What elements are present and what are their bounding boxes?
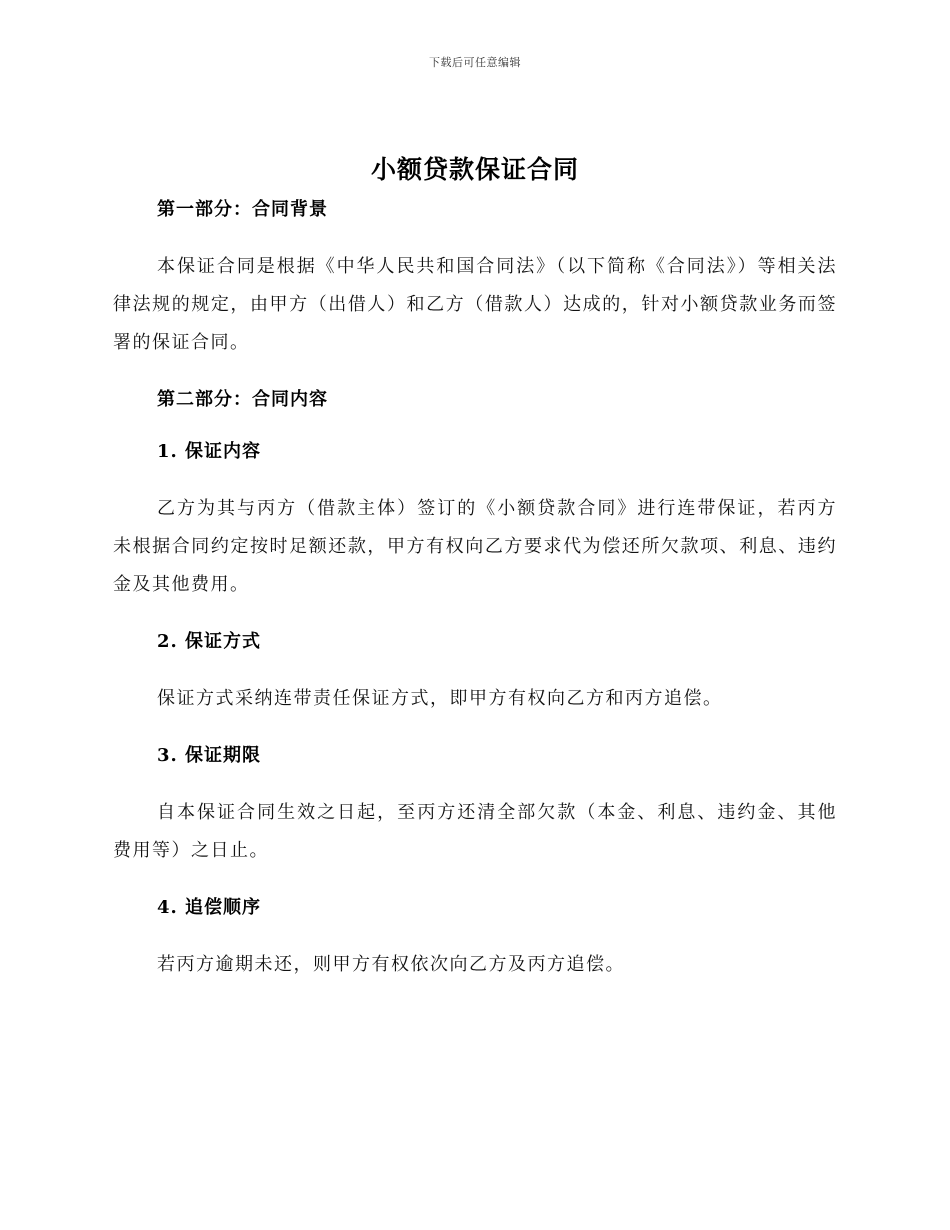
section3-paragraph: 自本保证合同生效之日起，至丙方还清全部欠款（本金、利息、违约金、其他费用等）之日止。	[113, 802, 837, 861]
section2-paragraph: 保证方式采纳连带责任保证方式，即甲方有权向乙方和丙方追偿。	[157, 688, 723, 709]
section1-paragraph: 乙方为其与丙方（借款主体）签订的《小额贷款合同》进行连带保证，若丙方未根据合同约定按时足额还款，甲方有权向乙方要求代为偿还所欠款项、利息、违约金及其他费用。	[113, 498, 837, 595]
section2-heading: 2. 保证方式	[157, 631, 262, 652]
section4-heading: 4. 追偿顺序	[157, 897, 262, 918]
part1-heading: 第一部分：合同背景	[157, 199, 328, 220]
page-header: 下载后可任意编辑	[429, 56, 521, 69]
section1-heading: 1. 保证内容	[157, 441, 262, 462]
section4-paragraph: 若丙方逾期未还，则甲方有权依次向乙方及丙方追偿。	[157, 954, 625, 975]
part2-heading: 第二部分：合同内容	[157, 389, 328, 410]
section3-heading: 3. 保证期限	[157, 745, 262, 766]
part1-paragraph: 本保证合同是根据《中华人民共和国合同法》（以下简称《合同法》）等相关法律法规的规定，由甲方（出借人）和乙方（借款人）达成的，针对小额贷款业务而签署的保证合同。	[113, 256, 837, 353]
document-title: 小额贷款保证合同	[370, 155, 579, 184]
document-body	[113, 196, 837, 1008]
